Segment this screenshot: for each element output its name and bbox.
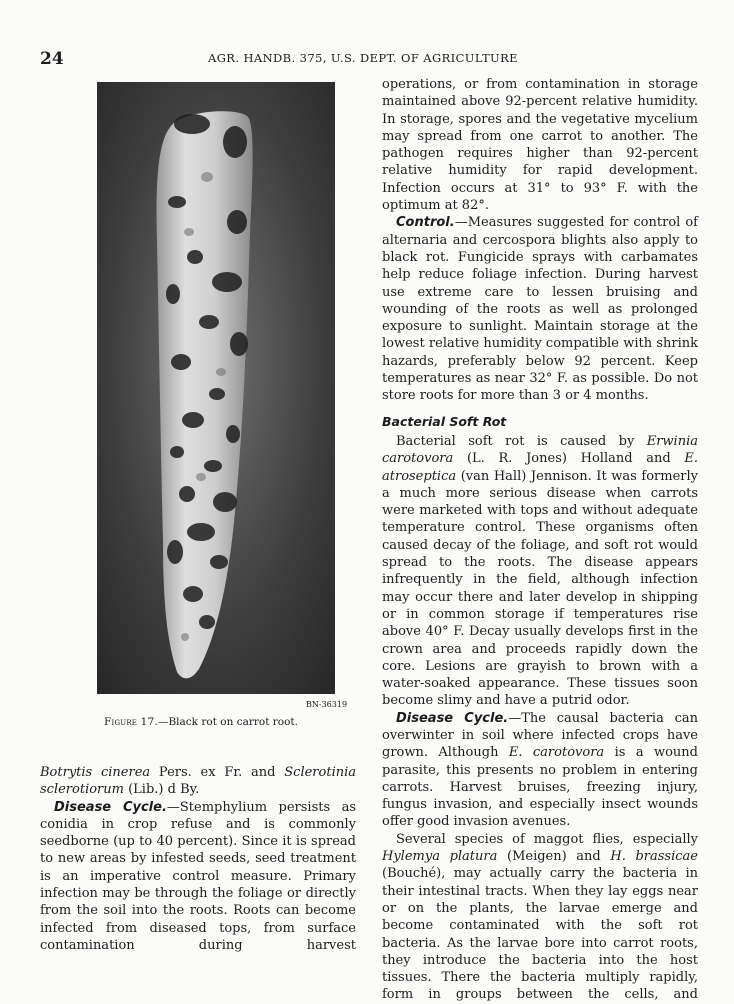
paragraph: Several species of maggot flies, especially Hylemya platura (Meigen) and H. brassicae (Bouché), may actually carry the bacteria in their intestinal tracts. When they lay eggs near or on the plants, the larvae emerge and become contaminated with the soft rot bacteria. As the larvae bore into carrot roots, they introduce the bacteria into the host tissues. There the bacteria multiply rapidly, form in groups between the cells, and [382,831,698,1003]
species-name: E. carotovora [508,745,605,761]
run-in-heading: Disease Cycle. [396,710,509,726]
run-in-heading: Control. [396,215,455,231]
paragraph: operations, or from contamination in storage maintained above 92-percent relative humidity. In storage, spores and the vegetative mycelium may spread from one carrot to another. The pathogen requires higher than 92-percent relative humidity for rapid development. Infection occurs at 31° to 93° F. with the optimum at 82°. [382,77,698,214]
left-column [40,764,356,954]
carrot-photo [97,82,335,694]
page-number: 24 [40,49,64,69]
species-name: Erwinia carotovora [382,433,698,467]
paragraph: Disease Cycle.—Stemphylium persists as conidia in crop refuse and is commonly seedborne (up to 40 percent). Since it is spread to new areas by infested seeds, seed treatment is an imperative control measure. Primary infection may be through the foliage or directly from the soil into the roots. Roots can become infected from diseased tops, from surface contamination during harvest [40,799,356,953]
species-name: Hylemya platura [382,849,498,865]
caption-text: —Black rot on carrot root. [157,716,298,728]
species-name: E. atroseptica [382,451,698,484]
paragraph: Bacterial soft rot is caused by Erwinia carotovora (L. R. Jones) Holland and E. atroseptica (van Hall) Jennison. It was formerly a much more serious disease when carrots were marketed with tops and without adequate temperature control. These organisms often caused decay of the foliage, and soft rot would spread to the roots. The disease appears infrequently in the field, although infection may occur there and later develop in shipping or in common storage if temperatures rise above 40° F. Decay usually develops first in the crown area and proceeds rapidly down the core. Lesions are grayish to brown with a water-soaked appearance. These tissues soon become slimy and have a putrid odor. [382,433,698,709]
run-in-heading: Disease Cycle. [54,799,167,815]
species-name: H. brassicae [610,849,698,865]
species-name: Botrytis cinerea [40,765,151,780]
paragraph: Control.—Measures suggested for control of alternaria and cercospora blights also apply to black rot. Fungicide sprays with carbamates help reduce foliage infection. During harvest use extreme care to lessen bruising and wounding of the roots as well as prolonged exposure to sunlight. Maintain storage at the lowest relative humidity compatible with shrink hazards, preferably below 92 percent. Keep temperatures as near 32° F. as possible. Do not store roots for more than 3 or 4 months. [382,215,698,404]
figure-id: BN-36319 [306,700,348,709]
species-name: Sclerotinia sclerotiorum [40,765,357,798]
right-column [382,76,698,1004]
figure-caption [104,716,298,728]
paragraph: Disease Cycle.—The causal bacteria can overwinter in soil where infected crops have grown. Although E. carotovora is a wound parasite, this presents no problem in entering carrots. Harvest bruises, freezing injury, fungus invasion, and especially insect wounds offer good invasion avenues. [382,710,698,830]
caption-label: Figure 17. [104,716,158,728]
section-heading: Bacterial Soft Rot [382,413,507,429]
running-head: AGR. HANDB. 375, U.S. DEPT. OF AGRICULTURE [208,51,518,65]
paragraph: Botrytis cinerea Pers. ex Fr. and Sclerotinia sclerotiorum (Lib.) d By. [40,765,357,798]
